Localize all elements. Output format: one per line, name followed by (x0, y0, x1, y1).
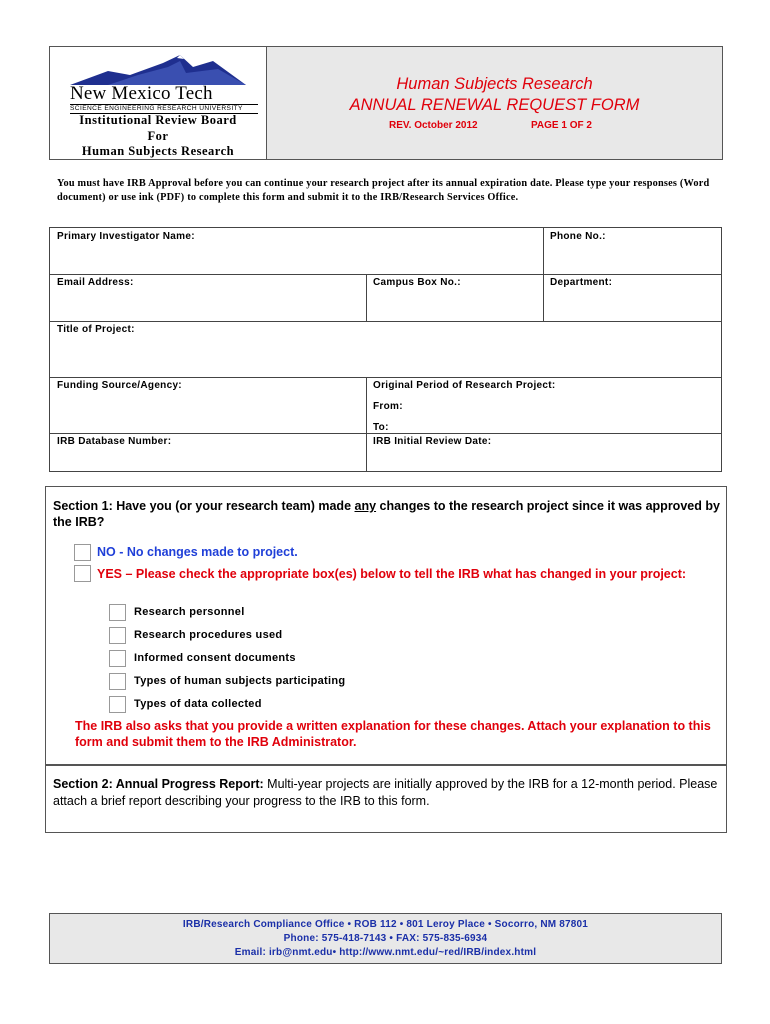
grid-divider (50, 377, 721, 378)
to-field[interactable]: To: (373, 422, 389, 433)
change-item-label: Research personnel (134, 606, 245, 618)
form-title-line-1: Human Subjects Research (396, 75, 593, 93)
grid-divider (543, 228, 544, 321)
department-field[interactable]: Department: (550, 277, 613, 288)
section-2 (45, 765, 727, 833)
form-header (49, 46, 723, 160)
pi-name-field[interactable]: Primary Investigator Name: (57, 231, 195, 242)
title-block (267, 47, 722, 159)
irb-explanation-note: The IRB also asks that you provide a written explanation for these changes. Attach your explanation to this form and submit them to the IRB Administrator. (75, 719, 711, 749)
footer-address: IRB/Research Compliance Office • ROB 112 • 801 Leroy Place • Socorro, NM 87801 (182, 919, 589, 930)
grid-divider (366, 274, 367, 321)
logo-tagline: SCIENCE ENGINEERING RESEARCH UNIVERSITY (70, 104, 258, 114)
yes-changes-label: YES – Please check the appropriate box(es) below to tell the IRB what has changed in your project: (97, 567, 687, 581)
footer-email[interactable]: Email: irb@nmt.edu• http://www.nmt.edu/~red/IRB/index.html (234, 947, 537, 958)
section-2-body: Multi-year projects are initially approved by the IRB for a 12-month period. Please attach a brief report describing your progress to the IRB to this form. (53, 777, 718, 808)
irb-title (50, 113, 266, 160)
funding-field[interactable]: Funding Source/Agency: (57, 380, 182, 391)
irb-line-1: Institutional Review Board (79, 113, 237, 127)
footer-phone: Phone: 575-418-7143 • FAX: 575-835-6934 (283, 933, 488, 944)
initial-review-field[interactable]: IRB Initial Review Date: (373, 436, 492, 447)
original-period-label: Original Period of Research Project: (373, 380, 556, 391)
irb-line-3: Human Subjects Research (81, 144, 235, 158)
revision-label: REV. October 2012 (389, 120, 478, 131)
info-grid (49, 227, 722, 472)
question-prefix: Section 1: Have you (or your research team) made (53, 499, 355, 513)
change-item-label: Types of human subjects participating (134, 675, 346, 687)
section-2-text (53, 776, 721, 810)
form-title-line-2: ANNUAL RENEWAL REQUEST FORM (349, 96, 640, 114)
mountain-logo-icon (68, 53, 248, 87)
campus-box-field[interactable]: Campus Box No.: (373, 277, 461, 288)
subjects-checkbox[interactable] (109, 673, 126, 690)
intro-paragraph: You must have IRB Approval before you can continue your research project after its annual expiration date. Please type your responses (Word document) or use ink (PDF) to complete this form and submit it to the IRB/Research Services Office. (57, 178, 710, 203)
logo-name: New Mexico Tech (70, 83, 213, 104)
section-1 (45, 486, 727, 765)
phone-field[interactable]: Phone No.: (550, 231, 606, 242)
section-2-label: Section 2: Annual Progress Report: (53, 777, 264, 791)
procedures-checkbox[interactable] (109, 627, 126, 644)
irb-database-field[interactable]: IRB Database Number: (57, 436, 172, 447)
page-label: PAGE 1 OF 2 (531, 120, 592, 131)
no-changes-checkbox[interactable] (74, 544, 91, 561)
question-emphasis: any (354, 499, 377, 513)
email-field[interactable]: Email Address: (57, 277, 134, 288)
project-title-field[interactable]: Title of Project: (57, 324, 135, 335)
logo-block (50, 47, 267, 159)
change-item-label: Research procedures used (134, 629, 283, 641)
change-item-label: Informed consent documents (134, 652, 296, 664)
grid-divider (50, 433, 721, 434)
section-1-question (53, 498, 721, 530)
from-field[interactable]: From: (373, 401, 403, 412)
change-item-label: Types of data collected (134, 698, 262, 710)
no-changes-label: NO - No changes made to project. (97, 545, 298, 559)
grid-divider (366, 377, 367, 471)
contact-footer (49, 913, 722, 964)
grid-divider (50, 321, 721, 322)
question-suffix: changes to the research project since it was approved by the IRB? (53, 499, 720, 529)
personnel-checkbox[interactable] (109, 604, 126, 621)
grid-divider (50, 274, 721, 275)
data-collected-checkbox[interactable] (109, 696, 126, 713)
irb-line-2: For (147, 128, 169, 143)
consent-checkbox[interactable] (109, 650, 126, 667)
